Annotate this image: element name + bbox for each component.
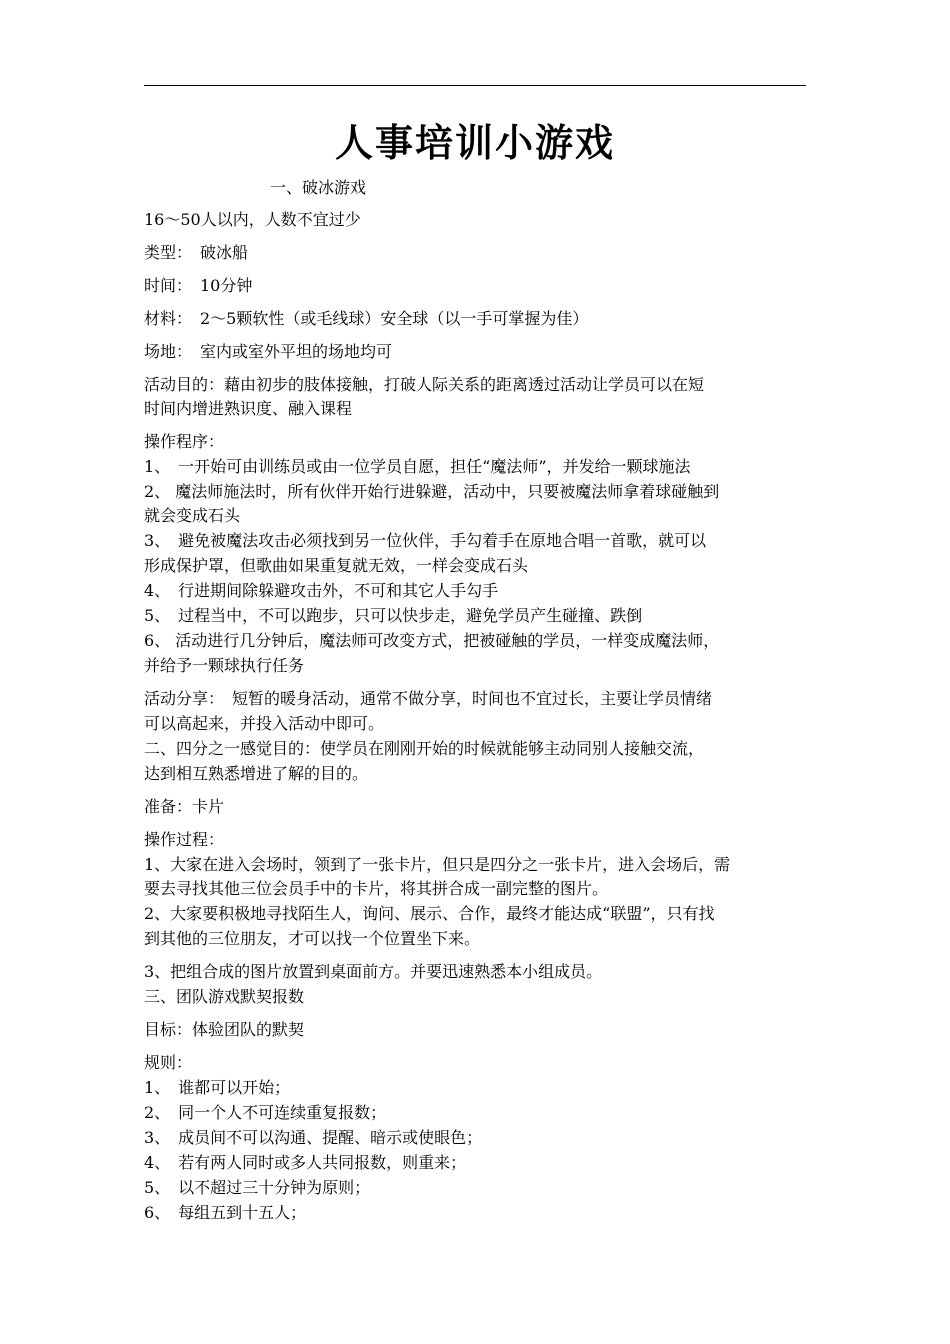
list-item: 4、 若有两人同时或多人共同报数，则重来；	[144, 1153, 467, 1172]
text-line: 就会变成石头	[144, 506, 241, 525]
list-item: 1、 一开始可由训练员或由一位学员自愿，担任“魔法师”，并发给一颗球施法	[144, 457, 691, 476]
text-line: 时间内增进熟识度、融入课程	[144, 399, 353, 418]
text-line: 时间： 10分钟	[144, 276, 253, 295]
text-line: 目标：体验团队的默契	[144, 1020, 305, 1039]
list-item: 1、 谁都可以开始；	[144, 1078, 291, 1097]
list-item: 3、 避免被魔法攻击必须找到另一位伙伴，手勾着手在原地合唱一首歌，就可以	[144, 531, 707, 550]
text-line: 达到相互熟悉增进了解的目的。	[144, 764, 369, 783]
list-item: 2、大家要积极地寻找陌生人，询问、展示、合作，最终才能达成“联盟”，只有找	[144, 904, 715, 923]
text-line: 并给予一颗球执行任务	[144, 656, 305, 675]
list-item: 6、 每组五到十五人；	[144, 1203, 307, 1222]
text-line: 活动分享： 短暂的暖身活动，通常不做分享，时间也不宜过长，主要让学员情绪	[144, 689, 713, 708]
text-line: 活动目的：藉由初步的肢体接触，打破人际关系的距离透过活动让学员可以在短	[144, 375, 705, 394]
list-item: 6、 活动进行几分钟后，魔法师可改变方式，把被碰触的学员，一样变成魔法师，	[144, 631, 720, 650]
document-title: 人事培训小游戏	[334, 121, 615, 165]
section-heading-icebreaker: 一、破冰游戏	[270, 178, 367, 197]
list-item: 5、 以不超过三十分钟为原则；	[144, 1178, 371, 1197]
list-item: 3、把组合成的图片放置到桌面前方。并要迅速熟悉本小组成员。	[144, 962, 603, 981]
text-line: 操作程序：	[144, 432, 225, 451]
list-item: 4、 行进期间除躲避攻击外，不可和其它人手勾手	[144, 581, 499, 600]
header-rule	[144, 85, 806, 86]
text-line: 操作过程：	[144, 830, 225, 849]
text-line: 可以高起来，并投入活动中即可。	[144, 714, 385, 733]
list-item: 2、 魔法师施法时，所有伙伴开始行进躲避，活动中，只要被魔法师拿着球碰触到	[144, 482, 720, 501]
text-line: 类型： 破冰船	[144, 243, 249, 262]
text-line: 准备：卡片	[144, 797, 225, 816]
text-line: 规则：	[144, 1053, 193, 1072]
text-line: 到其他的三位朋友，才可以找一个位置坐下来。	[144, 929, 481, 948]
list-item: 2、 同一个人不可连续重复报数；	[144, 1103, 387, 1122]
list-item: 5、 过程当中，不可以跑步，只可以快步走，避免学员产生碰撞、跌倒	[144, 606, 643, 625]
text-line: 要去寻找其他三位会员手中的卡片，将其拼合成一副完整的图片。	[144, 879, 609, 898]
section-heading-quarter: 二、四分之一感觉目的：使学员在刚刚开始的时候就能够主动同别人接触交流，	[144, 739, 705, 758]
list-item: 1、大家在进入会场时，领到了一张卡片，但只是四分之一张卡片，进入会场后，需	[144, 855, 731, 874]
text-line: 16～50人以内，人数不宜过少	[144, 210, 361, 229]
text-line: 材料： 2～5颗软性（或毛线球）安全球（以一手可掌握为佳）	[144, 309, 589, 328]
text-line: 形成保护罩，但歌曲如果重复就无效，一样会变成石头	[144, 556, 529, 575]
text-line: 场地： 室内或室外平坦的场地均可	[144, 342, 393, 361]
list-item: 3、 成员间不可以沟通、提醒、暗示或使眼色；	[144, 1128, 483, 1147]
section-heading-team: 三、团队游戏默契报数	[144, 987, 305, 1006]
